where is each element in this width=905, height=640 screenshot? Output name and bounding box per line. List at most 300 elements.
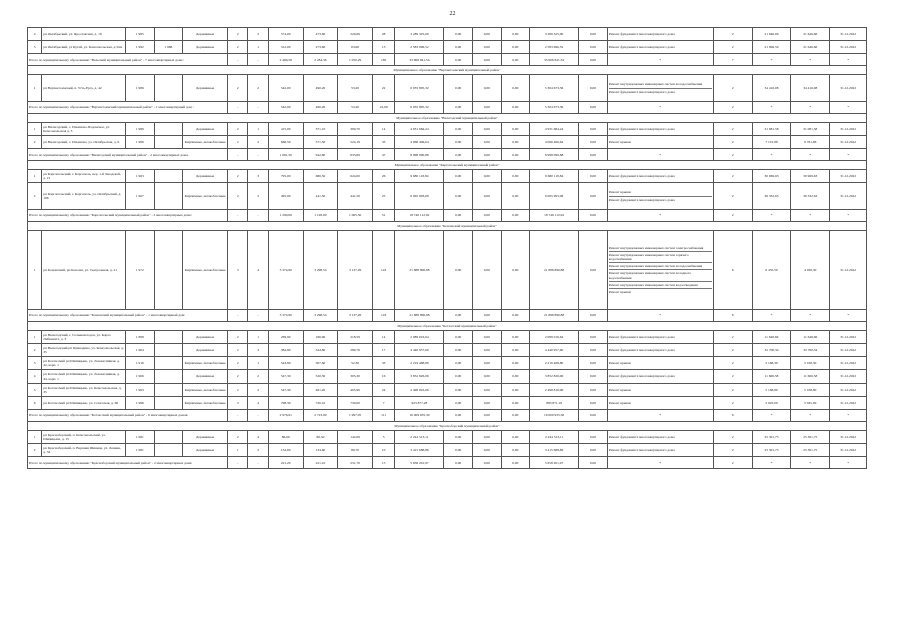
cell-unit-cost: 5 168,30 bbox=[752, 357, 791, 370]
cell-f1: 0,00 bbox=[444, 75, 473, 101]
total-area-total: 1 290,00 bbox=[268, 209, 303, 221]
cell-n: 6 bbox=[28, 396, 42, 409]
total-f3: 0,00 bbox=[501, 149, 530, 161]
cell-purposes bbox=[607, 383, 713, 396]
cell-f3: 0,00 bbox=[501, 431, 530, 444]
total-floors: - bbox=[228, 410, 248, 422]
cell-n: 1 bbox=[28, 122, 42, 135]
cell-unit-cost: 5 168,80 bbox=[752, 383, 791, 396]
cell-area-total: 384,80 bbox=[268, 344, 303, 357]
cell-residents: 26 bbox=[372, 170, 394, 183]
total-area-total: 542,00 bbox=[268, 101, 303, 113]
cell-area-total: 269,90 bbox=[268, 330, 303, 343]
cell-address: рп Верхнетоемский, п. Усть-Ерга, д. 42 bbox=[42, 75, 126, 101]
cell-wall: Деревянные bbox=[183, 344, 228, 357]
cell-f2: 0,00 bbox=[472, 183, 501, 209]
cell-purposes bbox=[607, 344, 713, 357]
cell-deadline: 31.12.2022 bbox=[830, 383, 867, 396]
cell-f4: 0,00 bbox=[579, 396, 608, 409]
cell-f2: 0,00 bbox=[472, 383, 501, 396]
cell-unit-cost: 5 045,09 bbox=[752, 396, 791, 409]
cell-deadline: 31.12.2022 bbox=[830, 135, 867, 148]
total-f1: 0,00 bbox=[444, 101, 473, 113]
total-f1: 0,00 bbox=[444, 149, 473, 161]
cell-residents: 33 bbox=[372, 135, 394, 148]
cell-area-total: 415,00 bbox=[268, 122, 303, 135]
total-area-priv: 231,70 bbox=[338, 457, 373, 469]
purpose-item: Ремонт фундамента многоквартирного дома bbox=[608, 334, 675, 339]
purpose-item: Ремонт крыши bbox=[608, 289, 631, 294]
purpose-list bbox=[609, 245, 712, 296]
total-f3: 0,00 bbox=[501, 54, 530, 66]
purpose-item: Ремонт фундамента многоквартирного дома bbox=[608, 348, 675, 353]
cell-f2: 0,00 bbox=[472, 431, 501, 444]
cell-unit-max: 36 332,63 bbox=[791, 183, 830, 209]
cell-method: 2 bbox=[713, 396, 752, 409]
purpose-item: Ремонт крыши bbox=[608, 387, 631, 392]
total-f2: 0,00 bbox=[472, 209, 501, 221]
total-f1: 0,00 bbox=[444, 54, 473, 66]
cell-unit-cost: 11 606,58 bbox=[752, 370, 791, 383]
total-f4: 0,00 bbox=[579, 209, 608, 221]
purpose-item: Ремонт фундамента многоквартирного дома bbox=[608, 174, 675, 179]
total-residents: 51 bbox=[372, 209, 394, 221]
total-f3: 0,00 bbox=[501, 457, 530, 469]
cell-area-priv: 3 137,26 bbox=[338, 230, 373, 309]
cell-deadline: 31.12.2022 bbox=[830, 444, 867, 457]
cell-unit-cost: 25 301,75 bbox=[752, 444, 791, 457]
cell-year-built: 1 985 bbox=[125, 28, 154, 41]
total-floors: - bbox=[228, 54, 248, 66]
cell-year-built: 1 986 bbox=[125, 75, 154, 101]
cell-year-built: 1 963 bbox=[125, 383, 154, 396]
building-row bbox=[28, 396, 867, 409]
total-purposes: * bbox=[607, 101, 713, 113]
total-area-total: 1 081,50 bbox=[268, 149, 303, 161]
total-floors: - bbox=[228, 309, 248, 321]
total-cost-total: 16 009 935,30 bbox=[395, 410, 444, 422]
cell-year-renov bbox=[154, 135, 183, 148]
total-f4: 0,00 bbox=[579, 309, 608, 321]
cell-method: 2 bbox=[713, 383, 752, 396]
section-heading-row bbox=[28, 113, 867, 122]
total-f3: 0,00 bbox=[501, 410, 530, 422]
total-purposes: * bbox=[607, 457, 713, 469]
purpose-list bbox=[609, 126, 712, 132]
total-area-res: 221,10 bbox=[303, 457, 338, 469]
total-f1: 0,00 bbox=[444, 410, 473, 422]
total-purposes: * bbox=[607, 209, 713, 221]
cell-f4: 0,00 bbox=[579, 370, 608, 383]
cell-f3: 0,00 bbox=[501, 357, 530, 370]
cell-cost-total: 3 289 325,00 bbox=[395, 28, 444, 41]
cell-area-total: 798,30 bbox=[268, 396, 303, 409]
total-f4: 0,00 bbox=[579, 54, 608, 66]
cell-wall: Деревянные bbox=[183, 28, 228, 41]
cell-area-priv: 63,60 bbox=[338, 41, 373, 54]
cell-residents: 14 bbox=[372, 122, 394, 135]
total-unit-cost: * bbox=[752, 209, 791, 221]
cell-f1: 0,00 bbox=[444, 357, 473, 370]
total-unit-max: * bbox=[791, 101, 830, 113]
total-f1: 0,00 bbox=[444, 309, 473, 321]
cell-unit-cost: 11 648,66 bbox=[752, 330, 791, 343]
cell-method: 2 bbox=[713, 431, 752, 444]
cell-f1: 0,00 bbox=[444, 230, 473, 309]
cell-area-priv: 289,70 bbox=[338, 344, 373, 357]
total-area-res: 942,60 bbox=[303, 149, 338, 161]
cell-year-renov bbox=[154, 431, 183, 444]
total-area-res: 3 298,54 bbox=[303, 309, 338, 321]
cell-unit-max: 21 646,66 bbox=[791, 28, 830, 41]
section-heading: Муниципальное образование "Котласский муниципальный район" bbox=[28, 321, 867, 330]
cell-purposes bbox=[607, 122, 713, 135]
cell-wall: Деревянные bbox=[183, 431, 228, 444]
cell-area-total: 547,30 bbox=[268, 370, 303, 383]
cell-unit-max: 34 416,08 bbox=[791, 75, 830, 101]
cell-entrances: 2 bbox=[248, 183, 268, 209]
cell-n: 2 bbox=[28, 183, 42, 209]
cell-cost-owner: 4 440 957,60 bbox=[530, 344, 579, 357]
cell-unit-cost: 32 700,34 bbox=[752, 344, 791, 357]
cell-floors: 2 bbox=[228, 357, 248, 370]
cell-floors: 2 bbox=[228, 170, 248, 183]
cell-year-built: 1 981 bbox=[125, 444, 154, 457]
cell-unit-max: 4 026,30 bbox=[791, 230, 830, 309]
building-row bbox=[28, 75, 867, 101]
purpose-list bbox=[609, 139, 712, 145]
cell-method: 2 bbox=[713, 135, 752, 148]
total-cost-total: 8 998 090,88 bbox=[395, 149, 444, 161]
purpose-item: Ремонт фундамента многоквартирного дома bbox=[608, 197, 675, 202]
purpose-list bbox=[609, 434, 712, 440]
total-entrances: - bbox=[248, 457, 268, 469]
cell-f3: 0,00 bbox=[501, 170, 530, 183]
building-row bbox=[28, 135, 867, 148]
cell-purposes bbox=[607, 183, 713, 209]
total-f2: 0,00 bbox=[472, 149, 501, 161]
section-total-row bbox=[28, 101, 867, 113]
cell-area-res: 520,30 bbox=[303, 370, 338, 383]
total-f2: 0,00 bbox=[472, 54, 501, 66]
purpose-item: Ремонт внутридомовых инженерных систем горячего водоснабжения bbox=[609, 252, 712, 263]
cell-area-total: 86,60 bbox=[268, 431, 303, 444]
cell-f4: 0,00 bbox=[579, 28, 608, 41]
total-f2: 0,00 bbox=[472, 457, 501, 469]
total-f2: 0,00 bbox=[472, 309, 501, 321]
cell-cost-total: 2 244 513,11 bbox=[395, 431, 444, 444]
cell-method: 2 bbox=[713, 170, 752, 183]
cell-f2: 0,00 bbox=[472, 41, 501, 54]
cell-address: рп Коношский, рп Коноша, ул. Театральная, д. 21 bbox=[42, 230, 126, 309]
cell-f1: 0,00 bbox=[444, 330, 473, 343]
cell-wall: Деревянные bbox=[183, 41, 228, 54]
cell-wall: Кирпичные, шлакоблочные bbox=[183, 396, 228, 409]
purpose-item: Ремонт крыши bbox=[608, 139, 631, 144]
total-label: Итого по муниципальному образованию "Вилегодский муниципальный район" - 2 многоквартирных дома: bbox=[28, 149, 228, 161]
cell-deadline: 31.12.2022 bbox=[830, 170, 867, 183]
total-deadline: * bbox=[830, 457, 867, 469]
cell-cost-total: 4 931 684,24 bbox=[395, 122, 444, 135]
cell-purposes bbox=[607, 41, 713, 54]
total-area-priv: 833,89 bbox=[338, 149, 373, 161]
cell-f1: 0,00 bbox=[444, 135, 473, 148]
cell-area-priv: 89,70 bbox=[338, 444, 373, 457]
section-heading: Муниципальное образование "Верхнетоемский муниципальный район" bbox=[28, 66, 867, 75]
cell-cost-owner: 4 931 684,24 bbox=[530, 122, 579, 135]
purpose-list bbox=[609, 347, 712, 353]
cell-year-renov bbox=[154, 75, 183, 101]
cell-unit-max: 25 301,75 bbox=[791, 444, 830, 457]
cell-unit-max: 31 081,58 bbox=[791, 122, 830, 135]
building-row bbox=[28, 330, 867, 343]
total-label: Итого по муниципальному образованию "Вельский муниципальный район" - 7 многоквартирных дома : bbox=[28, 54, 228, 66]
building-row bbox=[28, 28, 867, 41]
cell-n: 5 bbox=[28, 383, 42, 396]
cell-n: 1 bbox=[28, 330, 42, 343]
cell-entrances: 2 bbox=[248, 135, 268, 148]
cell-f2: 0,00 bbox=[472, 230, 501, 309]
cell-area-res: 134,60 bbox=[303, 444, 338, 457]
cell-n: 2 bbox=[28, 135, 42, 148]
cell-area-res: 473,60 bbox=[303, 28, 338, 41]
cell-wall: Кирпичные, шлакоблочные bbox=[183, 383, 228, 396]
purpose-item: Ремонт внутридомовых инженерных систем холодоснабжения bbox=[609, 81, 712, 88]
cell-cost-owner: 2 219 468,80 bbox=[530, 357, 579, 370]
cell-n: 2 bbox=[28, 444, 42, 457]
total-label: Итого по муниципальному образованию "Верхнетоемский муниципальный район" - 1 многоквартирный дом : bbox=[28, 101, 228, 113]
section-heading-row bbox=[28, 66, 867, 75]
cell-unit-cost: 34 416,08 bbox=[752, 75, 791, 101]
cell-unit-cost: 6 435,59 bbox=[752, 230, 791, 309]
section-heading-row bbox=[28, 221, 867, 230]
building-row bbox=[28, 383, 867, 396]
purpose-item: Ремонт внутридомовых инженерных систем электроснабжения bbox=[609, 245, 712, 252]
section-total-row bbox=[28, 209, 867, 221]
cell-f4: 0,00 bbox=[579, 330, 608, 343]
cell-area-total: 134,60 bbox=[268, 444, 303, 457]
cell-year-renov bbox=[154, 344, 183, 357]
cell-f3: 0,00 bbox=[501, 122, 530, 135]
cell-unit-max: 5 168,80 bbox=[791, 383, 830, 396]
building-row bbox=[28, 357, 867, 370]
total-cost-total: 18 746 112,92 bbox=[395, 209, 444, 221]
purpose-list bbox=[609, 334, 712, 340]
cell-unit-max: 30 969,63 bbox=[791, 170, 830, 183]
cell-deadline: 31.12.2022 bbox=[830, 396, 867, 409]
cell-address: рп Каргопольский, г. Каргополь, ул. Октябрьский, д. 106 bbox=[42, 183, 126, 209]
cell-address: рп Вычегодский, г. Сольвычегодск, ул. Карла Либкнехта, д. 3 bbox=[42, 330, 126, 343]
total-f2: 0,00 bbox=[472, 410, 501, 422]
total-area-priv: 1 997,05 bbox=[338, 410, 373, 422]
cell-n: 1 bbox=[28, 75, 42, 101]
purpose-list bbox=[609, 373, 712, 379]
cell-area-res: 3 298,54 bbox=[303, 230, 338, 309]
cell-unit-max: 11 648,66 bbox=[791, 330, 830, 343]
cell-f3: 0,00 bbox=[501, 135, 530, 148]
cell-cost-owner: 883 871,18 bbox=[530, 396, 579, 409]
cell-wall: Кирпичные, шлакоблочные bbox=[183, 230, 228, 309]
total-area-priv: 53,20 bbox=[338, 101, 373, 113]
total-purposes: * bbox=[607, 410, 713, 422]
cell-year-renov bbox=[154, 330, 183, 343]
cell-year-built: 1 916 bbox=[125, 357, 154, 370]
total-unit-cost: * bbox=[752, 410, 791, 422]
cell-unit-cost: 30 969,63 bbox=[752, 170, 791, 183]
total-unit-cost: * bbox=[752, 309, 791, 321]
cell-method: 2 bbox=[713, 41, 752, 54]
building-row bbox=[28, 230, 867, 309]
cell-entrances: 3 bbox=[248, 170, 268, 183]
cell-unit-max: 32 700,34 bbox=[791, 344, 830, 357]
cell-cost-total: 21 888 896,88 bbox=[395, 230, 444, 309]
cell-n: 4 bbox=[28, 370, 42, 383]
cell-residents: 10 bbox=[372, 444, 394, 457]
total-method: 2 bbox=[713, 457, 752, 469]
cell-deadline: 31.12.2022 bbox=[830, 230, 867, 309]
cell-address: рп Вычегодский рп Приводино, ул. Комсомольская, д. 35 bbox=[42, 344, 126, 357]
total-deadline: * bbox=[830, 149, 867, 161]
cell-year-built: 1 967 bbox=[125, 183, 154, 209]
cell-floors: 3 bbox=[228, 396, 248, 409]
cell-address: рп Красноборский, п. Комсомольский, ул. Шипицына, д. 15 bbox=[42, 431, 126, 444]
cell-area-total: 574,00 bbox=[268, 28, 303, 41]
total-purposes: * bbox=[607, 54, 713, 66]
cell-unit-max: 5 168,30 bbox=[791, 357, 830, 370]
cell-year-built: 1 963 bbox=[125, 170, 154, 183]
cell-cost-total: 2 498 816,06 bbox=[395, 383, 444, 396]
purpose-item: Ремонт внутридомовых инженерных систем холодоснабжения bbox=[609, 263, 712, 270]
cell-area-res: 720,10 bbox=[303, 396, 338, 409]
cell-wall: Кирпичные, шлакоблочные bbox=[183, 183, 228, 209]
cell-cost-total: 3 415 688,86 bbox=[395, 444, 444, 457]
section-total-row bbox=[28, 54, 867, 66]
cell-entrances: 3 bbox=[248, 344, 268, 357]
cell-deadline: 31.12.2022 bbox=[830, 41, 867, 54]
total-cost-total: 6 935 805,32 bbox=[395, 101, 444, 113]
housing-repair-register-table bbox=[27, 27, 867, 469]
page-number: 22 bbox=[449, 11, 456, 17]
cell-area-res: 371,10 bbox=[303, 122, 338, 135]
total-label: Итого по муниципальному образованию "Красноборский муниципальный район" - 2 многоквартирных дома: bbox=[28, 457, 228, 469]
cell-f4: 0,00 bbox=[579, 183, 608, 209]
total-f3: 0,00 bbox=[501, 101, 530, 113]
building-row bbox=[28, 444, 867, 457]
total-cost-owner: 33 606 841,54 bbox=[530, 54, 579, 66]
cell-n: 1 bbox=[28, 230, 42, 309]
cell-f1: 0,00 bbox=[444, 383, 473, 396]
section-heading-row bbox=[28, 321, 867, 330]
cell-purposes bbox=[607, 370, 713, 383]
cell-area-priv: 53,20 bbox=[338, 75, 373, 101]
cell-year-built: 1 898 bbox=[125, 330, 154, 343]
cell-floors: 2 bbox=[228, 431, 248, 444]
cell-deadline: 31.12.2022 bbox=[830, 28, 867, 41]
cell-residents: 28 bbox=[372, 28, 394, 41]
building-row bbox=[28, 370, 867, 383]
cell-year-built: 1 966 bbox=[125, 370, 154, 383]
purpose-item: Ремонт крыши bbox=[608, 361, 631, 366]
total-method: 2 bbox=[713, 101, 752, 113]
cell-cost-owner: 3 852 826,06 bbox=[530, 370, 579, 383]
cell-f1: 0,00 bbox=[444, 444, 473, 457]
cell-n: 4 bbox=[28, 28, 42, 41]
cell-unit-max: 5 045,09 bbox=[791, 396, 830, 409]
cell-entrances: 1 bbox=[248, 330, 268, 343]
cell-f2: 0,00 bbox=[472, 28, 501, 41]
cell-cost-owner: 3 415 688,86 bbox=[530, 444, 579, 457]
total-entrances: - bbox=[248, 410, 268, 422]
total-area-priv: 1 065,50 bbox=[338, 209, 373, 221]
cell-f2: 0,00 bbox=[472, 396, 501, 409]
total-unit-cost: * bbox=[752, 457, 791, 469]
cell-entrances: 2 bbox=[248, 28, 268, 41]
cell-year-renov bbox=[154, 122, 183, 135]
total-entrances: - bbox=[248, 309, 268, 321]
total-area-total: 2 976,91 bbox=[268, 410, 303, 422]
cell-f3: 0,00 bbox=[501, 230, 530, 309]
section-heading: Муниципальное образование "Коношский муниципальный район" bbox=[28, 221, 867, 230]
cell-floors: 2 bbox=[228, 122, 248, 135]
total-floors: - bbox=[228, 149, 248, 161]
total-cost-total: 5 658 201,97 bbox=[395, 457, 444, 469]
cell-deadline: 31.12.2022 bbox=[830, 330, 867, 343]
cell-cost-owner: 2 498 816,06 bbox=[530, 383, 579, 396]
purpose-item: Ремонт фундамента многоквартирного дома bbox=[608, 89, 675, 94]
cell-address: рп Котласский рп Шипицыно, ул. Локомотивная, д. 42, корп. 1 bbox=[42, 357, 126, 370]
register-body bbox=[28, 28, 867, 469]
cell-year-built: 1 986 bbox=[125, 396, 154, 409]
total-area-total: 221,20 bbox=[268, 457, 303, 469]
total-area-total: 2 466,58 bbox=[268, 54, 303, 66]
cell-residents: 33 bbox=[372, 357, 394, 370]
cell-area-total: 795,00 bbox=[268, 170, 303, 183]
total-cost-total: 33 606 841,54 bbox=[395, 54, 444, 66]
cell-f2: 0,00 bbox=[472, 370, 501, 383]
cell-entrances: 2 bbox=[248, 383, 268, 396]
purpose-list bbox=[609, 173, 712, 179]
total-f3: 0,00 bbox=[501, 309, 530, 321]
cell-area-res: 481,20 bbox=[303, 383, 338, 396]
cell-n: 2 bbox=[28, 344, 42, 357]
cell-method: 2 bbox=[713, 28, 752, 41]
cell-purposes bbox=[607, 431, 713, 444]
cell-unit-cost: 25 301,75 bbox=[752, 431, 791, 444]
cell-entrances: 4 bbox=[248, 230, 268, 309]
cell-floors: 2 bbox=[228, 370, 248, 383]
cell-f3: 0,00 bbox=[501, 370, 530, 383]
cell-area-res: 686,50 bbox=[303, 170, 338, 183]
cell-f1: 0,00 bbox=[444, 41, 473, 54]
cell-year-renov bbox=[154, 444, 183, 457]
total-residents: 111 bbox=[372, 410, 394, 422]
cell-n: 3 bbox=[28, 357, 42, 370]
cell-deadline: 31.12.2022 bbox=[830, 183, 867, 209]
cell-area-res: 507,60 bbox=[303, 357, 338, 370]
cell-purposes bbox=[607, 230, 713, 309]
cell-purposes bbox=[607, 170, 713, 183]
cell-f4: 0,00 bbox=[579, 75, 608, 101]
cell-area-priv: 441,50 bbox=[338, 183, 373, 209]
cell-address: рп Котласский рп Шипицыно, ул. Локомотивная, д. 44, корп. 1 bbox=[42, 370, 126, 383]
cell-cost-total: 2 583 696,52 bbox=[395, 41, 444, 54]
total-method: 2 bbox=[713, 149, 752, 161]
purpose-item: Ремонт фундамента многоквартирного дома bbox=[608, 374, 675, 379]
cell-cost-total: 9 680 118,84 bbox=[395, 170, 444, 183]
total-cost-owner: 18 746 112,92 bbox=[530, 209, 579, 221]
cell-deadline: 31.12.2022 bbox=[830, 370, 867, 383]
cell-wall: Кирпичные, шлакоблочные bbox=[183, 135, 228, 148]
